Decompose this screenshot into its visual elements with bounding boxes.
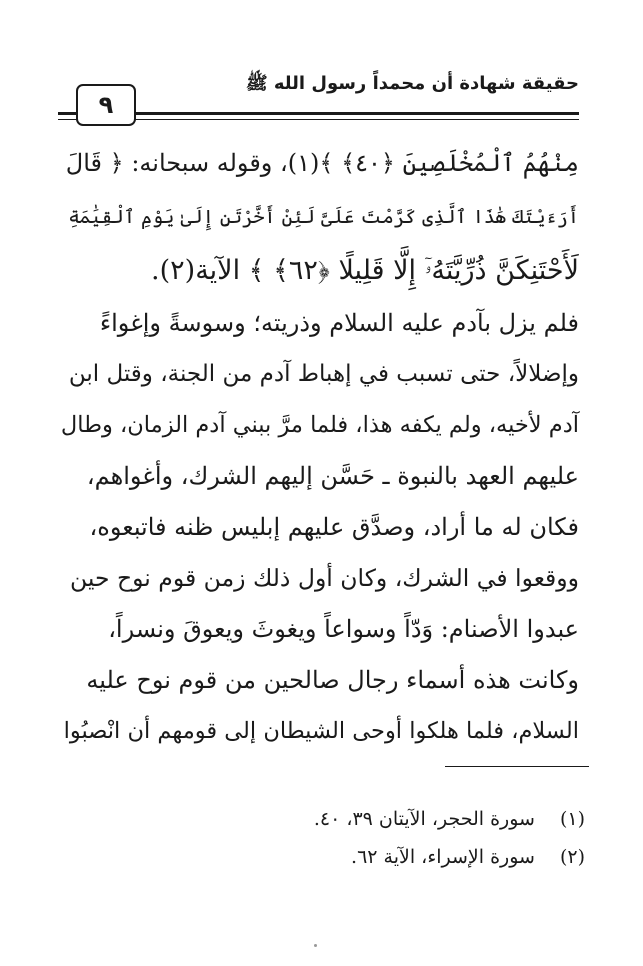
text-line: مِنْهُمُ ٱلْمُخْلَصِينَ ﴿٤٠﴾ ﴾(١)، وقوله سبحانه: ﴿ قَالَ [65, 149, 579, 177]
main-text [62, 136, 579, 757]
text-line: لَأَحْتَنِكَنَّ ذُرِّيَّتَهُۥٓ إِلَّا قَلِيلًا ﴿٦٢﴾ ﴾ الآية(٢). [151, 255, 579, 286]
text-line: عبدوا الأصنام: وَدّاً وسواعاً ويغوثَ ويعوقَ ونسراً، [108, 615, 579, 643]
footnote-separator [445, 766, 589, 767]
footnotes [65, 800, 585, 876]
footnote-text: سورة الحجر، الآيتان ٣٩، ٤٠. [313, 808, 535, 830]
footnote-number: (٢) [559, 846, 585, 868]
text-line: وكانت هذه أسماء رجال صالحين من قوم نوح عليه [86, 666, 579, 694]
header-rule-thick [58, 112, 579, 115]
text-line: أَرَءَيْتَكَ هَٰذَا ٱلَّذِى كَرَّمْتَ عَلَىَّ لَئِنْ أَخَّرْتَنِ إِلَىٰ يَوْمِ ٱلْقِيَٰمَةِ [68, 206, 579, 228]
footnote [65, 800, 585, 838]
footnote [65, 838, 585, 876]
header-rule-thin [58, 119, 579, 120]
text-line: السلام، فلما هلكوا أوحى الشيطان إلى قومهم أن انْصبُوا [63, 718, 579, 744]
page-mark [314, 944, 317, 947]
text-line: فلم يزل بآدم عليه السلام وذريته؛ وسوسةً وإغواءً [99, 309, 579, 337]
text-line: عليهم العهد بالنبوة ـ حَسَّن إليهم الشرك، وأغواهم، [86, 462, 579, 490]
text-line: ووقعوا في الشرك، وكان أول ذلك زمن قوم نوح حين [69, 564, 579, 592]
text-line: آدم لأخيه، ولم يكفه هذا، فلما مرَّ ببني آدم الزمان، وطال [60, 412, 579, 438]
footnote-text: سورة الإسراء، الآية ٦٢. [351, 846, 535, 868]
page-number-box [76, 84, 136, 126]
running-header-title: حقيقة شهادة أن محمداً رسول الله ﷺ [245, 73, 579, 94]
text-line: فكان له ما أراد، وصدَّق عليهم إبليس ظنه فاتبعوه، [89, 513, 579, 541]
page-number: ٩ [98, 91, 114, 119]
text-line: وإضلالاً، حتى تسبب في إهباط آدم من الجنة، وقتل ابن [68, 361, 579, 387]
footnote-number: (١) [559, 808, 585, 830]
